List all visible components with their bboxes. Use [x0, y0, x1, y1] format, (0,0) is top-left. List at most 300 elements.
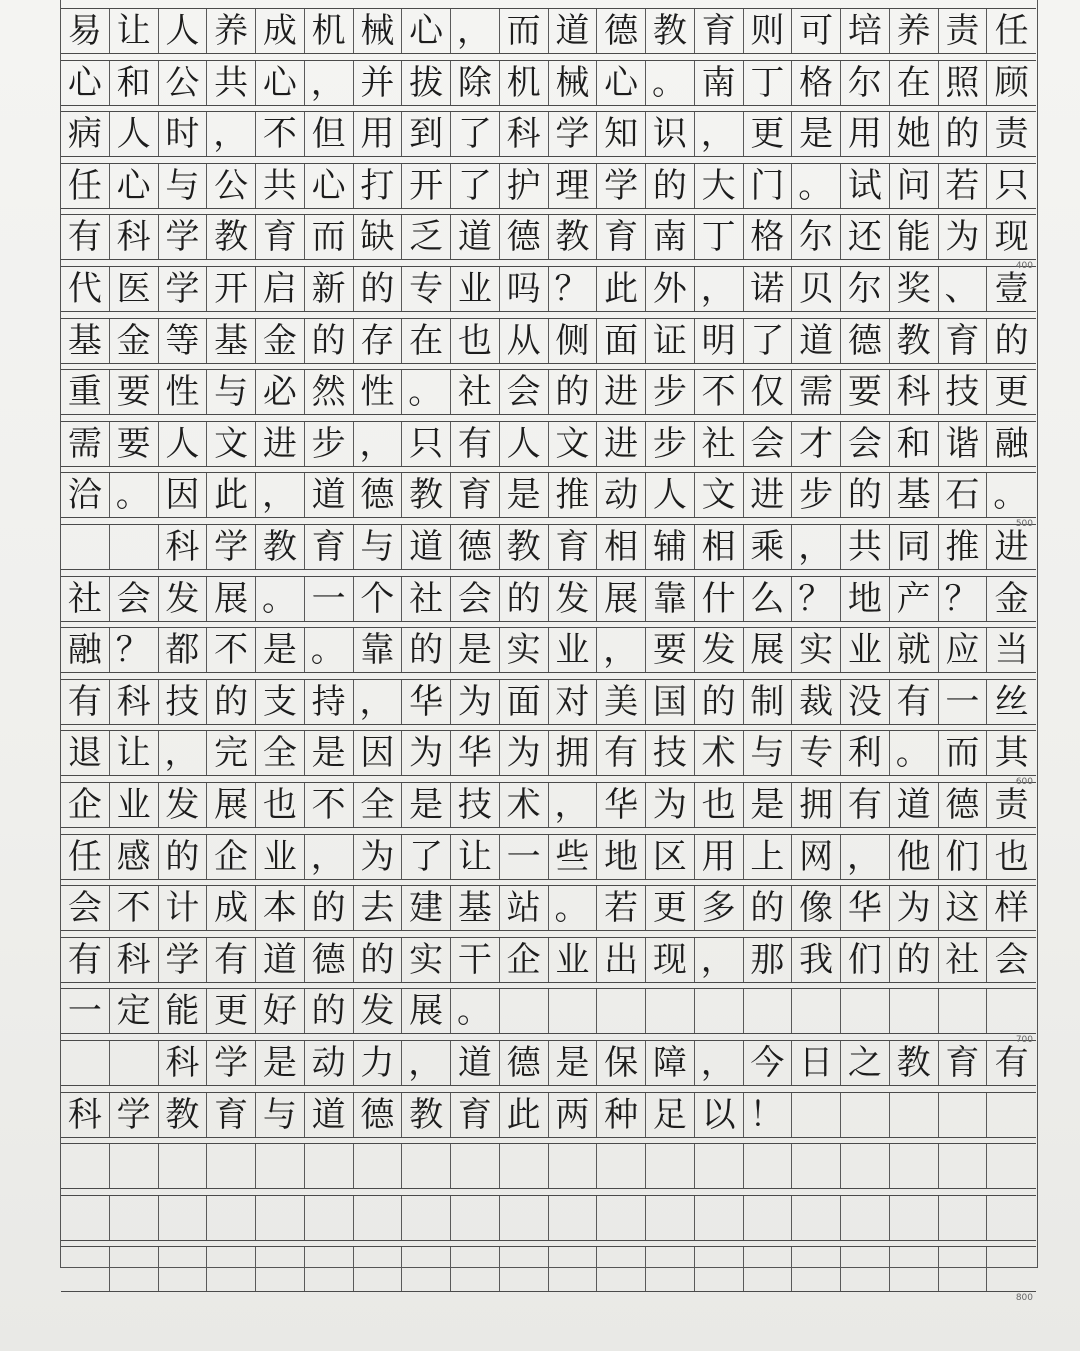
grid-cell: 对 — [549, 680, 598, 724]
word-count-marker: 700 — [1015, 1035, 1033, 1046]
grid-cell: 则 — [744, 9, 793, 53]
grid-cell: 是 — [500, 473, 549, 517]
grid-row — [61, 576, 1036, 622]
grid-cell: 公 — [159, 61, 208, 105]
grid-cell: 足 — [646, 1093, 695, 1137]
grid-cell: 人 — [159, 422, 208, 466]
grid-cell: 靠 — [646, 577, 695, 621]
grid-cell: 只 — [402, 422, 451, 466]
grid-cell: 若 — [597, 886, 646, 930]
grid-cell — [549, 989, 598, 1033]
grid-cell: 有 — [451, 422, 500, 466]
grid-cell: 启 — [256, 267, 305, 311]
grid-cell: 进 — [256, 422, 305, 466]
grid-cell: 进 — [597, 370, 646, 414]
grid-row — [61, 421, 1036, 467]
grid-cell: 让 — [110, 731, 159, 775]
grid-cell: 育 — [305, 525, 354, 569]
grid-cell — [987, 1247, 1036, 1291]
grid-cell: 因 — [354, 731, 403, 775]
grid-cell: ， — [841, 835, 890, 879]
grid-cell: 壹 — [994, 269, 1029, 309]
grid-cell: 德 — [500, 1041, 549, 1085]
grid-cell: 新 — [305, 267, 354, 311]
grid-cell: 不 — [256, 112, 305, 156]
grid-cell: 的 — [305, 319, 354, 363]
grid-cell: 开 — [207, 267, 256, 311]
grid-cell: 育 — [939, 1041, 988, 1085]
grid-cell — [792, 1196, 841, 1240]
grid-cell: 科 — [500, 112, 549, 156]
grid-cell: 步 — [646, 422, 695, 466]
grid-cell: 业 — [841, 628, 890, 672]
grid-cell: 完 — [207, 731, 256, 775]
grid-cell — [61, 1247, 110, 1291]
grid-cell: 教 — [890, 319, 939, 363]
grid-cell: 金 — [256, 319, 305, 363]
grid-cell: 社 — [61, 577, 110, 621]
grid-cell: ？ — [110, 628, 159, 672]
grid-cell: 动 — [305, 1041, 354, 1085]
grid-cell: 技 — [159, 680, 208, 724]
grid-cell: 需 — [792, 370, 841, 414]
grid-cell: 育 — [695, 9, 744, 53]
grid-cell: 相 — [597, 525, 646, 569]
grid-cell: 专 — [402, 267, 451, 311]
grid-cell: 像 — [792, 886, 841, 930]
grid-cell: 面 — [597, 319, 646, 363]
grid-cell: 也 — [256, 783, 305, 827]
grid-cell: 动 — [597, 473, 646, 517]
grid-cell: 。 — [402, 370, 451, 414]
grid-cell — [695, 989, 744, 1033]
grid-cell — [159, 1144, 208, 1188]
grid-cell: 教 — [207, 215, 256, 259]
grid-cell — [646, 1247, 695, 1291]
grid-cell: 那 — [744, 938, 793, 982]
grid-cell: 今 — [744, 1041, 793, 1085]
grid-cell: ， — [695, 112, 744, 156]
grid-cell: 的 — [744, 886, 793, 930]
grid-cell: 推 — [939, 525, 988, 569]
grid-cell: 是 — [792, 112, 841, 156]
grid-cell: 谐 — [939, 422, 988, 466]
grid-cell: 步 — [305, 422, 354, 466]
grid-cell: 就 — [890, 628, 939, 672]
grid-cell: 一 — [305, 577, 354, 621]
grid-cell: 丁 — [695, 215, 744, 259]
grid-cell: 的 — [305, 989, 354, 1033]
grid-cell: 制 — [744, 680, 793, 724]
grid-cell: ， — [402, 1041, 451, 1085]
grid-cell: 去 — [354, 886, 403, 930]
grid-cell: 是 — [451, 628, 500, 672]
grid-cell: 会 — [994, 939, 1029, 980]
grid-cell: ？ — [549, 267, 598, 311]
grid-cell: 没 — [841, 680, 890, 724]
grid-cell: ， — [695, 938, 744, 982]
grid-cell — [695, 1247, 744, 1291]
grid-cell: 然 — [305, 370, 354, 414]
grid-cell — [110, 525, 159, 569]
grid-cell — [549, 1247, 598, 1291]
grid-cell: ， — [792, 525, 841, 569]
grid-cell: 也 — [695, 783, 744, 827]
grid-cell: ！ — [744, 1093, 793, 1137]
grid-cell: 而 — [500, 9, 549, 53]
grid-cell: 实 — [500, 628, 549, 672]
grid-cell: 拥 — [549, 731, 598, 775]
grid-cell — [402, 1196, 451, 1240]
grid-cell: 面 — [500, 680, 549, 724]
grid-cell: 养 — [207, 9, 256, 53]
grid-cell: 其 — [994, 733, 1029, 774]
grid-cell: 会 — [61, 886, 110, 930]
grid-cell: 会 — [744, 422, 793, 466]
grid-cell: 当 — [994, 630, 1029, 671]
grid-cell: 教 — [500, 525, 549, 569]
grid-row — [61, 988, 1036, 1034]
grid-cell: 专 — [792, 731, 841, 775]
grid-cell: 为 — [500, 731, 549, 775]
grid-cell: ， — [354, 680, 403, 724]
grid-cell: 更 — [744, 112, 793, 156]
grid-row — [61, 524, 1036, 570]
grid-cell: 相 — [695, 525, 744, 569]
grid-cell: 需 — [61, 422, 110, 466]
grid-cell: 融 — [994, 423, 1029, 464]
grid-cell: 文 — [207, 422, 256, 466]
grid-cell: 奖 — [890, 267, 939, 311]
grid-cell: 此 — [597, 267, 646, 311]
grid-cell: 社 — [695, 422, 744, 466]
grid-cell: ？ — [939, 577, 988, 621]
grid-cell: 的 — [500, 577, 549, 621]
grid-cell: 我 — [792, 938, 841, 982]
grid-cell: ， — [354, 422, 403, 466]
grid-cell: 学 — [159, 267, 208, 311]
grid-cell: 存 — [354, 319, 403, 363]
grid-cell: 辅 — [646, 525, 695, 569]
grid-cell: 机 — [305, 9, 354, 53]
grid-cell: 基 — [890, 473, 939, 517]
grid-cell — [500, 1144, 549, 1188]
grid-cell — [939, 1144, 988, 1188]
grid-cell: 科 — [159, 525, 208, 569]
grid-cell: 诺 — [744, 267, 793, 311]
grid-cell: 要 — [110, 422, 159, 466]
grid-cell: ， — [256, 473, 305, 517]
grid-cell: 的 — [159, 835, 208, 879]
grid-cell: ， — [305, 61, 354, 105]
grid-row — [61, 1143, 1036, 1189]
grid-cell: 不 — [207, 628, 256, 672]
grid-cell: 在 — [890, 61, 939, 105]
grid-cell: 南 — [695, 61, 744, 105]
grid-cell: 科 — [110, 215, 159, 259]
grid-cell: 有 — [597, 731, 646, 775]
grid-cell: 业 — [110, 783, 159, 827]
grid-cell: 知 — [597, 112, 646, 156]
grid-cell: 心 — [256, 61, 305, 105]
grid-cell: 育 — [451, 1093, 500, 1137]
grid-cell: 育 — [939, 319, 988, 363]
grid-row — [61, 266, 1036, 312]
grid-cell: 有 — [890, 680, 939, 724]
grid-cell — [695, 1144, 744, 1188]
grid-cell — [646, 1144, 695, 1188]
grid-cell — [500, 989, 549, 1033]
grid-cell: 德 — [939, 783, 988, 827]
grid-cell: 有 — [994, 1043, 1029, 1083]
grid-cell: 械 — [354, 9, 403, 53]
grid-cell: 科 — [110, 938, 159, 982]
grid-cell: 计 — [159, 886, 208, 930]
grid-cell: 发 — [549, 577, 598, 621]
grid-cell: 学 — [549, 112, 598, 156]
grid-cell: 教 — [159, 1093, 208, 1137]
grid-row — [61, 782, 1036, 828]
grid-cell: 教 — [402, 473, 451, 517]
grid-cell: 文 — [549, 422, 598, 466]
grid-cell: 一 — [500, 835, 549, 879]
grid-cell — [305, 1144, 354, 1188]
grid-cell: 照 — [939, 61, 988, 105]
grid-cell: 的 — [841, 473, 890, 517]
grid-row — [61, 111, 1036, 157]
grid-cell: 更 — [207, 989, 256, 1033]
grid-row — [61, 163, 1036, 209]
grid-cell: 发 — [159, 577, 208, 621]
grid-cell: 成 — [207, 886, 256, 930]
grid-cell — [987, 1196, 1036, 1240]
grid-cell: 的 — [549, 370, 598, 414]
grid-cell: 心 — [305, 164, 354, 208]
grid-cell: 。 — [305, 628, 354, 672]
grid-cell: 两 — [549, 1093, 598, 1137]
grid-cell: 可 — [792, 9, 841, 53]
grid-cell: 企 — [500, 938, 549, 982]
grid-cell — [744, 1144, 793, 1188]
grid-cell: 会 — [500, 370, 549, 414]
grid-cell: 与 — [744, 731, 793, 775]
grid-cell — [451, 1196, 500, 1240]
grid-cell: 顾 — [994, 62, 1029, 103]
grid-cell: 技 — [939, 370, 988, 414]
grid-row — [61, 834, 1036, 880]
grid-cell: 实 — [792, 628, 841, 672]
grid-cell: 护 — [500, 164, 549, 208]
grid-cell: 德 — [305, 938, 354, 982]
grid-cell: 外 — [646, 267, 695, 311]
grid-cell: 步 — [646, 370, 695, 414]
grid-cell — [744, 1247, 793, 1291]
grid-cell: 道 — [792, 319, 841, 363]
grid-cell — [890, 1144, 939, 1188]
grid-cell: 从 — [500, 319, 549, 363]
grid-row — [61, 885, 1036, 931]
grid-cell — [841, 1144, 890, 1188]
grid-cell — [256, 1144, 305, 1188]
grid-cell: 业 — [451, 267, 500, 311]
grid-cell: 育 — [549, 525, 598, 569]
grid-cell: 多 — [695, 886, 744, 930]
grid-cell: 重 — [61, 370, 110, 414]
grid-cell: 学 — [159, 938, 208, 982]
grid-cell: 站 — [500, 886, 549, 930]
grid-cell: 时 — [159, 112, 208, 156]
grid-cell: 障 — [646, 1041, 695, 1085]
grid-cell: 发 — [695, 628, 744, 672]
grid-cell: 用 — [354, 112, 403, 156]
grid-cell — [987, 1093, 1036, 1137]
grid-cell: 能 — [159, 989, 208, 1033]
grid-cell: 任 — [994, 11, 1029, 51]
grid-row — [61, 627, 1036, 673]
grid-cell: 持 — [305, 680, 354, 724]
grid-row — [61, 937, 1036, 983]
grid-row — [61, 730, 1036, 776]
grid-cell: 个 — [354, 577, 403, 621]
grid-cell: 育 — [451, 473, 500, 517]
grid-cell: 了 — [744, 319, 793, 363]
grid-cell: 教 — [890, 1041, 939, 1085]
word-count-marker: 600 — [1015, 777, 1033, 788]
grid-cell: 公 — [207, 164, 256, 208]
grid-cell: 进 — [597, 422, 646, 466]
grid-cell: 是 — [402, 783, 451, 827]
grid-cell: 展 — [744, 628, 793, 672]
grid-cell — [354, 1144, 403, 1188]
grid-cell — [354, 1247, 403, 1291]
grid-cell: 感 — [110, 835, 159, 879]
grid-cell: 技 — [451, 783, 500, 827]
grid-cell: 打 — [354, 164, 403, 208]
grid-cell: 。 — [549, 886, 598, 930]
grid-cell: 丁 — [744, 61, 793, 105]
grid-cell — [402, 1144, 451, 1188]
grid-cell: 用 — [841, 112, 890, 156]
grid-cell: ， — [549, 783, 598, 827]
grid-cell: 若 — [939, 164, 988, 208]
grid-cell — [744, 989, 793, 1033]
grid-cell: 种 — [597, 1093, 646, 1137]
grid-cell: 、 — [939, 267, 988, 311]
grid-cell: 都 — [159, 628, 208, 672]
grid-cell: 华 — [402, 680, 451, 724]
grid-cell — [110, 1144, 159, 1188]
grid-cell: 日 — [792, 1041, 841, 1085]
grid-cell: 的 — [939, 112, 988, 156]
grid-row — [61, 679, 1036, 725]
grid-cell: 人 — [110, 112, 159, 156]
grid-cell: 基 — [451, 886, 500, 930]
grid-cell: 全 — [256, 731, 305, 775]
grid-cell: 此 — [207, 473, 256, 517]
word-count-marker: 500 — [1015, 519, 1033, 530]
grid-cell — [597, 1196, 646, 1240]
grid-cell: 道 — [256, 938, 305, 982]
grid-cell: 之 — [841, 1041, 890, 1085]
grid-cell — [695, 1196, 744, 1240]
grid-cell: 开 — [402, 164, 451, 208]
grid-cell: 乘 — [744, 525, 793, 569]
grid-cell: 与 — [354, 525, 403, 569]
grid-cell: 定 — [110, 989, 159, 1033]
grid-cell: 只 — [994, 165, 1029, 206]
grid-cell: 育 — [597, 215, 646, 259]
grid-cell: 力 — [354, 1041, 403, 1085]
grid-cell: 会 — [451, 577, 500, 621]
grid-cell: ， — [207, 112, 256, 156]
grid-cell: 南 — [646, 215, 695, 259]
grid-cell: 有 — [61, 680, 110, 724]
grid-cell: 步 — [792, 473, 841, 517]
grid-cell: 有 — [841, 783, 890, 827]
grid-cell: 道 — [451, 1041, 500, 1085]
grid-cell: 格 — [792, 61, 841, 105]
grid-cell: 是 — [305, 731, 354, 775]
grid-cell: 学 — [110, 1093, 159, 1137]
grid-cell: 心 — [597, 61, 646, 105]
grid-cell — [451, 1144, 500, 1188]
grid-cell: 为 — [354, 835, 403, 879]
grid-cell: 而 — [939, 731, 988, 775]
grid-cell: 了 — [402, 835, 451, 879]
grid-cell: 些 — [549, 835, 598, 879]
grid-cell: 教 — [549, 215, 598, 259]
grid-cell: 能 — [890, 215, 939, 259]
grid-cell: 术 — [695, 731, 744, 775]
grid-cell: 心 — [110, 164, 159, 208]
grid-cell: 为 — [890, 886, 939, 930]
grid-cell: 们 — [841, 938, 890, 982]
grid-cell: 问 — [890, 164, 939, 208]
grid-cell: 因 — [159, 473, 208, 517]
grid-cell — [597, 1247, 646, 1291]
grid-cell: 也 — [451, 319, 500, 363]
grid-cell: 这 — [939, 886, 988, 930]
grid-cell: 区 — [646, 835, 695, 879]
grid-cell: 责 — [994, 114, 1029, 155]
grid-row — [61, 60, 1036, 106]
grid-cell: 展 — [207, 577, 256, 621]
grid-cell: 等 — [159, 319, 208, 363]
grid-row — [61, 8, 1036, 54]
composition-grid — [60, 0, 1038, 1304]
grid-cell — [500, 1247, 549, 1291]
grid-cell: 尔 — [841, 267, 890, 311]
grid-cell: 养 — [890, 9, 939, 53]
grid-cell: 械 — [549, 61, 598, 105]
grid-cell: 么 — [744, 577, 793, 621]
grid-cell: 的 — [207, 680, 256, 724]
grid-row — [61, 1040, 1036, 1086]
grid-cell: 不 — [110, 886, 159, 930]
grid-cell: 有 — [61, 215, 110, 259]
grid-cell: 。 — [451, 989, 500, 1033]
grid-cell — [987, 989, 1036, 1033]
grid-cell: 乏 — [402, 215, 451, 259]
grid-cell: ， — [597, 628, 646, 672]
grid-cell: 业 — [256, 835, 305, 879]
grid-cell: 科 — [159, 1041, 208, 1085]
grid-cell: 会 — [110, 577, 159, 621]
grid-cell: 的 — [695, 680, 744, 724]
grid-cell: 。 — [110, 473, 159, 517]
grid-cell: 石 — [939, 473, 988, 517]
grid-cell: 的 — [994, 320, 1029, 361]
